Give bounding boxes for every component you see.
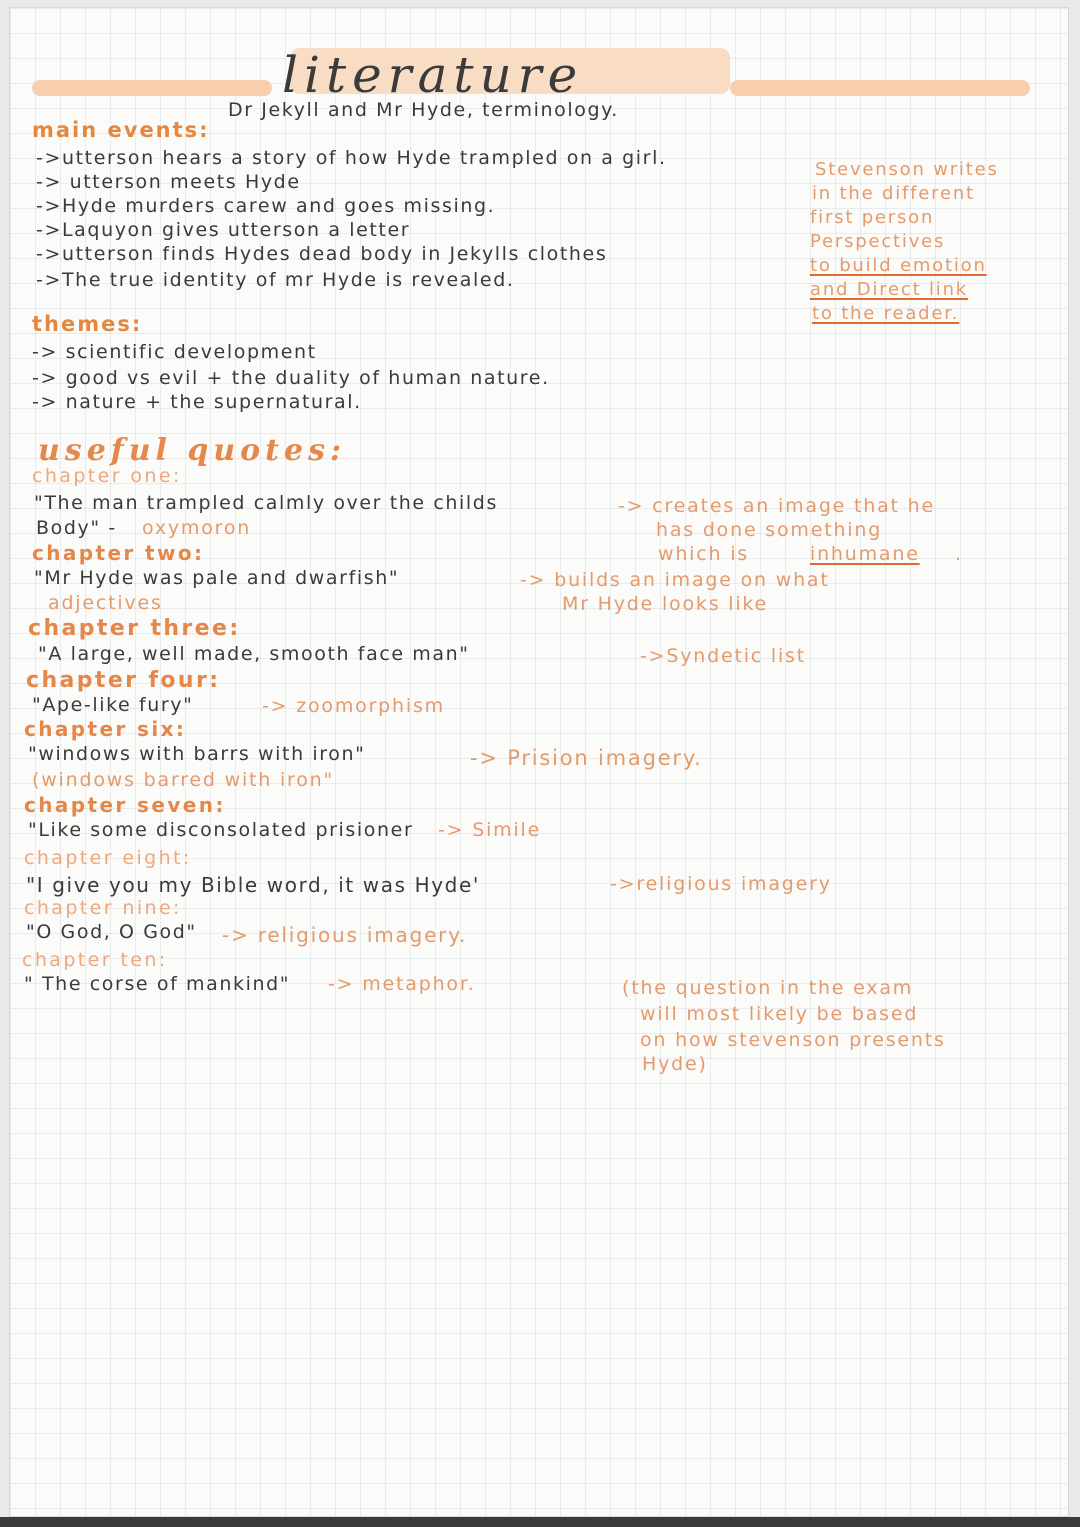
event-item: ->utterson finds Hydes dead body in Jekylls clothes — [36, 243, 608, 265]
theme-item: -> scientific development — [32, 341, 317, 363]
chapter-heading: chapter three: — [28, 616, 241, 641]
quote-text: Body" - — [36, 517, 117, 539]
analysis-note: -> religious imagery. — [222, 923, 468, 947]
device-label: oxymoron — [142, 517, 252, 539]
side-note-line: in the different — [812, 183, 975, 204]
event-item: ->utterson hears a story of how Hyde trampled on a girl. — [36, 147, 667, 169]
exam-note-line: on how stevenson presents — [640, 1029, 946, 1051]
event-item: ->Laquyon gives utterson a letter — [36, 219, 411, 241]
main-events-heading: main events: — [32, 118, 210, 142]
chapter-heading: chapter seven: — [24, 793, 226, 817]
chapter-heading: chapter four: — [26, 668, 221, 693]
quote-text: "Like some disconsolated prisioner — [28, 819, 414, 841]
title-highlight-left — [32, 80, 272, 96]
chapter-heading: chapter nine: — [24, 897, 182, 919]
quote-text: " The corse of mankind" — [24, 973, 291, 995]
chapter-heading: chapter two: — [32, 541, 205, 565]
quote-text: "The man trampled calmly over the childs — [34, 492, 498, 514]
exam-note-line: will most likely be based — [640, 1003, 919, 1025]
chapter-heading: chapter six: — [24, 717, 187, 741]
scan-bottom-edge — [0, 1517, 1080, 1527]
analysis-note: ->Syndetic list — [640, 645, 806, 667]
analysis-note: which is — [658, 543, 749, 565]
side-note-line: first person — [810, 207, 935, 228]
quote-text: "Mr Hyde was pale and dwarfish" — [34, 567, 400, 589]
page-subtitle: Dr Jekyll and Mr Hyde, terminology. — [228, 99, 619, 121]
theme-item: -> nature + the supernatural. — [32, 391, 362, 413]
analysis-note: -> Simile — [438, 819, 542, 841]
analysis-note: Mr Hyde looks like — [562, 593, 769, 615]
quote-text: "I give you my Bible word, it was Hyde' — [26, 873, 480, 897]
event-item: ->Hyde murders carew and goes missing. — [36, 195, 496, 217]
themes-heading: themes: — [32, 312, 143, 336]
quote-text: (windows barred with iron" — [32, 769, 335, 791]
analysis-note: -> metaphor. — [328, 973, 476, 995]
useful-quotes-heading: useful quotes: — [38, 433, 347, 468]
event-item: -> utterson meets Hyde — [36, 171, 301, 193]
analysis-note: -> Prision imagery. — [470, 746, 703, 770]
exam-note-line: Hyde) — [642, 1053, 708, 1075]
analysis-punct: . — [955, 543, 963, 565]
analysis-note: -> builds an image on what — [520, 569, 830, 591]
quote-text: "O God, O God" — [26, 921, 197, 943]
side-note-underlined: and Direct link — [810, 279, 969, 300]
analysis-underlined: inhumane — [810, 543, 920, 565]
side-note-underlined: to build emotion — [810, 255, 987, 276]
chapter-heading: chapter one: — [32, 465, 182, 487]
page-title: literature — [282, 46, 584, 104]
chapter-heading: chapter ten: — [22, 949, 168, 971]
analysis-note: ->religious imagery — [610, 873, 832, 895]
analysis-note: has done something — [656, 519, 883, 541]
analysis-note: -> creates an image that he — [618, 495, 935, 517]
notebook-page — [10, 8, 1068, 1516]
theme-item: -> good vs evil + the duality of human nature. — [32, 367, 550, 389]
exam-note-line: (the question in the exam — [622, 977, 914, 999]
title-highlight-right — [730, 80, 1030, 96]
event-item: ->The true identity of mr Hyde is revealed. — [36, 269, 515, 291]
device-label: adjectives — [48, 592, 163, 614]
side-note-line: Perspectives — [810, 231, 946, 252]
chapter-heading: chapter eight: — [24, 847, 192, 869]
analysis-note: -> zoomorphism — [262, 695, 445, 717]
quote-text: "Ape-like fury" — [32, 694, 194, 716]
side-note-underlined: to the reader. — [812, 303, 960, 324]
quote-text: "A large, well made, smooth face man" — [38, 643, 470, 665]
side-note-line: Stevenson writes — [815, 159, 999, 180]
quote-text: "windows with barrs with iron" — [28, 743, 366, 765]
